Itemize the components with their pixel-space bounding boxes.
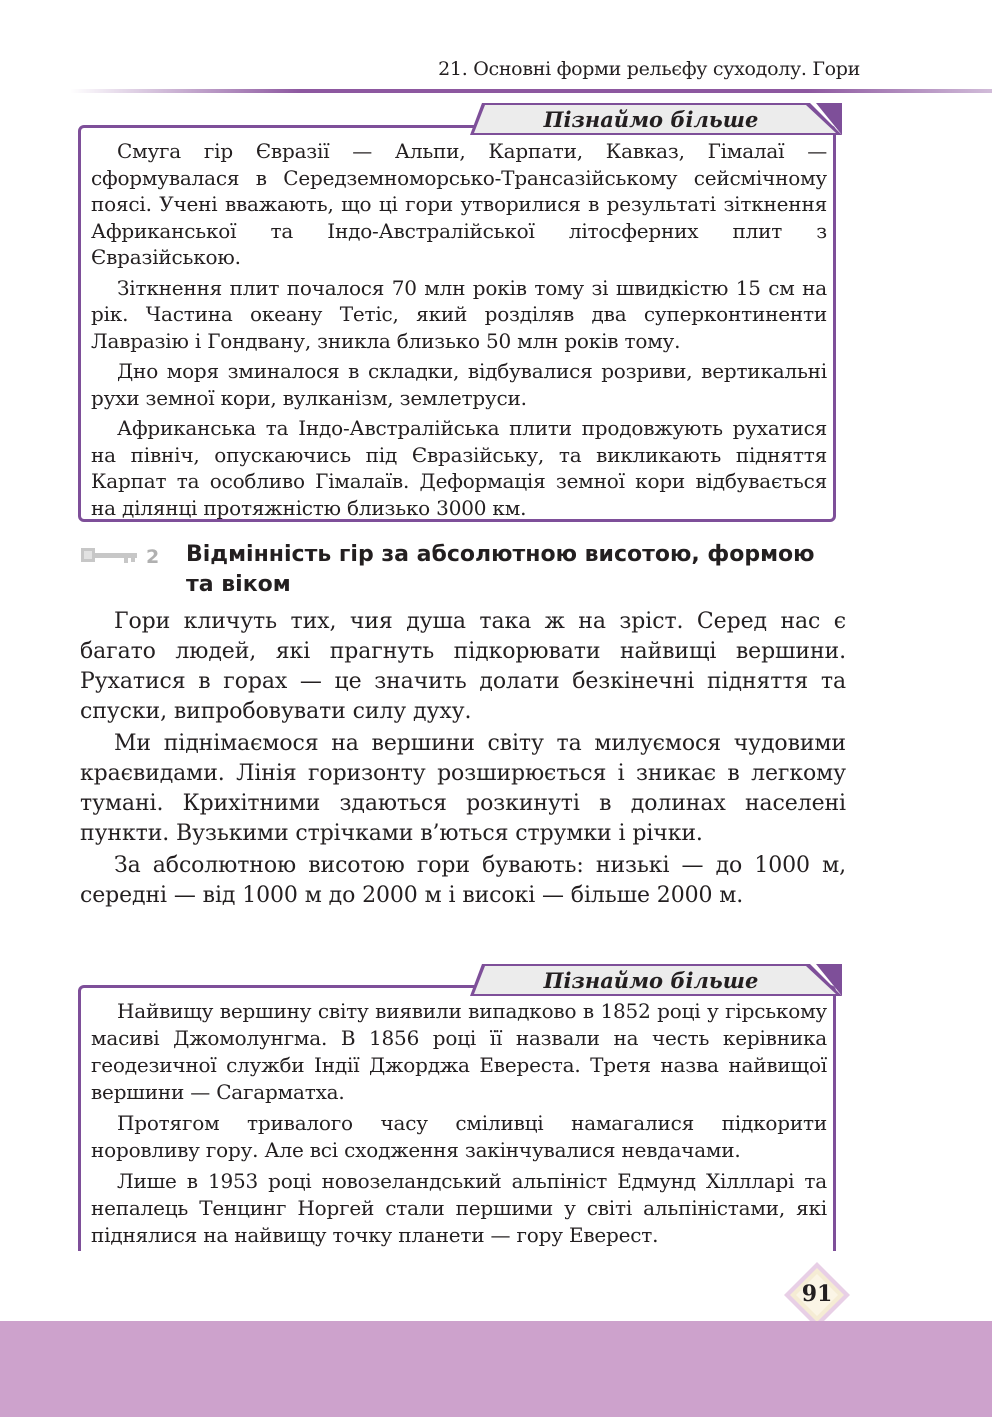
box2-paragraph-1: Найвищу вершину світу виявили випадково в 1852 році у гірському масиві Джомолунгма. В 1856 році її назвали на честь керівника геодезичної служби Індії Джорджа Евереста. Третя назва найвищої вершини — Сагарматха. [91,999,827,1104]
box1-paragraph-4: Африканська та Індо-Австралійська плити продовжують рухатися на північ, опускаючись під Євразійську, та викликають підняття Карпат та особливо Гімалаїв. Деформація земної кори відбувається на ділянці протяжністю близько 3000 км. [91,416,827,520]
main-paragraph-1: Гори кличуть тих, чия душа така ж на зріст. Серед нас є багато людей, які прагнуть підкорювати найвищі вершини. Рухатися в горах — це значить долати безкінечні підняття та спуски, випробовувати силу духу. [80,609,846,724]
main-text [80,607,846,913]
box2-paragraph-2: Протягом тривалого часу сміливці намагалися підкорити норовливу гору. Але всі сходження закінчувалися невдачами. [91,1111,827,1162]
header-rule [70,89,992,93]
learn-more-box-2 [78,985,836,1251]
section-number: 2 [146,546,160,567]
box1-paragraph-1: Смуга гір Євразії — Альпи, Карпати, Кавказ, Гімалаї — сформувалася в Середземноморсько-Трансазійському сейсмічному поясі. Учені вважають, що ці гори утворилися в результаті зіткнення Африканської та Індо-Австралійської літосферних плит з Євразійською. [91,139,827,269]
learn-more-tab-2 [470,962,844,998]
learn-more-box-1 [78,125,836,522]
main-paragraph-2: Ми піднімаємося на вершини світу та милуємося чудовими краєвидами. Лінія горизонту розширюється і зникає в легкому тумані. Крихітними здаються розкинуті в долинах населені пункти. Вузькими стрічками в’ються струмки і річки. [80,731,846,846]
box1-paragraph-2: Зіткнення плит почалося 70 млн років тому зі швидкістю 15 см на рік. Частина океану Тетіс, який розділяв два суперконтиненти Лавразію і Гондвану, зникла близько 50 млн років тому. [91,275,827,353]
box1-paragraph-3: Дно моря зминалося в складки, відбувалися розриви, вертикальні рухи земної кори, вулканізм, землетруси. [91,359,827,410]
box2-paragraph-3: Лише в 1953 році новозеландський альпініст Едмунд Хіллларі та непалець Тенцинг Норгей стали першими у світі альпіністами, які піднялися на найвищу точку планети — гору Еверест. [91,1169,827,1247]
learn-more-tab-1 [470,101,844,137]
footer-band [0,1321,992,1417]
key-icon [80,545,166,567]
learn-more-tab-label: Пізнаймо більше [543,107,759,132]
main-paragraph-3: За абсолютною висотою гори бувають: низькі — до 1000 м, середні — від 1000 м до 2000 м і високі — більше 2000 м. [80,853,846,908]
learn-more-tab-label: Пізнаймо більше [543,968,759,993]
page-number: 91 [801,1281,833,1307]
section-title: Відмінність гір за абсолютною висотою, формою та віком [186,542,815,597]
page-number-badge [782,1260,852,1330]
running-header: 21. Основні форми рельєфу суходолу. Гори [438,58,860,80]
